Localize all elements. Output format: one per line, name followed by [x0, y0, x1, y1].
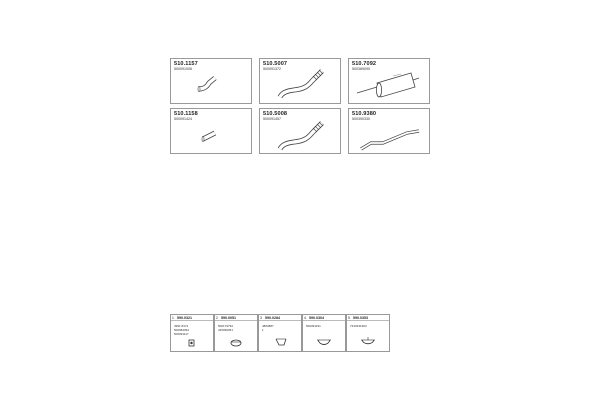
accessory-references: 500391191: [306, 324, 321, 328]
part-reference: 500390330: [352, 117, 370, 121]
accessory-number: 5: [348, 316, 350, 320]
accessory-number: 1: [172, 316, 174, 320]
accessory-code: 590.0051: [221, 316, 236, 320]
accessory-references: 500179792 425090051: [218, 324, 234, 332]
silencer-illustration: [349, 59, 429, 103]
part-card-2[interactable]: [259, 58, 341, 104]
part-code: 510.5008: [263, 111, 288, 117]
accessory-references: 7443331903: [350, 324, 367, 328]
accessory-number: 3: [260, 316, 262, 320]
short-pipe-illustration: [171, 109, 251, 153]
bracket-icon: [347, 315, 389, 351]
elbow-pipe-illustration: [171, 59, 251, 103]
part-card-6[interactable]: [348, 108, 430, 154]
accessory-code: 590.0304: [309, 316, 324, 320]
u-clamp-icon: [303, 315, 345, 351]
part-code: 510.7092: [352, 61, 377, 67]
part-reference: 500389090: [352, 67, 370, 71]
accessory-code: 590.0321: [177, 316, 192, 320]
part-reference: 500091006: [174, 67, 192, 71]
accessory-card-2[interactable]: [214, 314, 258, 352]
accessory-references: 4863887 1: [262, 324, 274, 332]
flex-pipe-illustration: [260, 59, 340, 103]
accessory-number: 2: [216, 316, 218, 320]
part-code: 510.5007: [263, 61, 288, 67]
accessory-card-4[interactable]: [302, 314, 346, 352]
part-code: 510.1157: [174, 61, 198, 67]
accessory-code: 590.0353: [353, 316, 368, 320]
part-reference: 500091372: [263, 67, 281, 71]
accessory-card-1[interactable]: [170, 314, 214, 352]
accessory-code: 590.0284: [265, 316, 280, 320]
flex-pipe-illustration: [260, 109, 340, 153]
tailpipe-illustration: [349, 109, 429, 153]
part-card-3[interactable]: [348, 58, 430, 104]
gasket-icon: [171, 315, 213, 351]
part-reference: 500091457: [263, 117, 281, 121]
accessory-card-3[interactable]: [258, 314, 302, 352]
part-card-1[interactable]: [170, 58, 252, 104]
part-code: 510.9380: [352, 111, 377, 117]
accessory-card-5[interactable]: [346, 314, 390, 352]
accessory-number: 4: [304, 316, 306, 320]
part-card-5[interactable]: [259, 108, 341, 154]
part-code: 510.1158: [174, 111, 198, 117]
accessory-references: 4991 8474 500084094 500091117: [174, 324, 190, 336]
clamp-icon: [215, 315, 257, 351]
part-card-4[interactable]: [170, 108, 252, 154]
hanger-icon: [259, 315, 301, 351]
part-reference: 500091424: [174, 117, 192, 121]
